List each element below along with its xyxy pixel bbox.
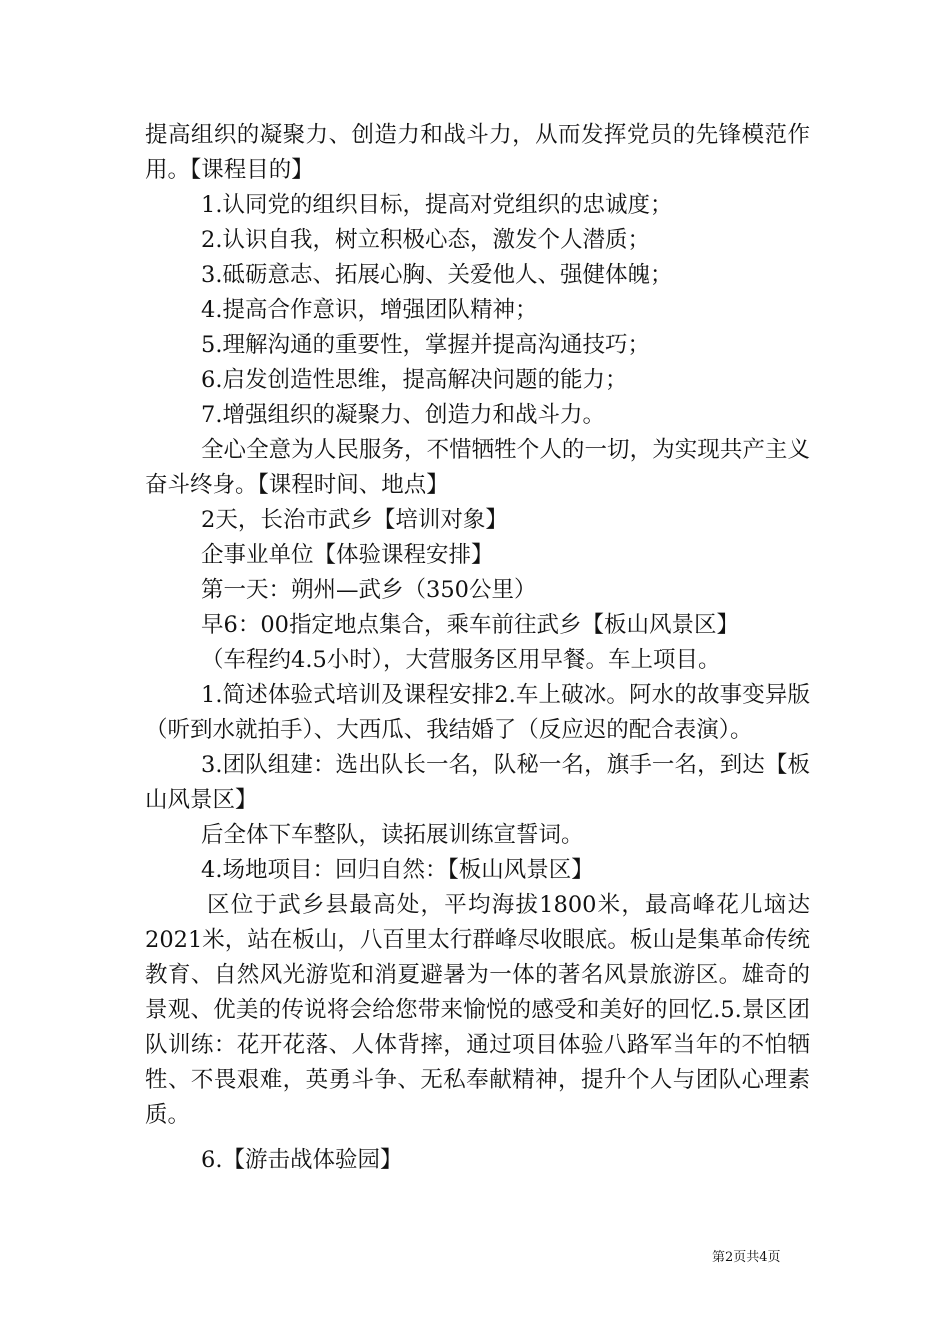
document-body <box>145 118 810 1178</box>
paragraph-oath: 后全体下车整队，读拓展训练宣誓词。 <box>201 822 584 848</box>
list-item-purpose-2: 2.认识自我，树立积极心态，激发个人潜质； <box>201 227 650 253</box>
paragraph-course-time-place: 全心全意为人民服务，不惜牺牲个人的一切，为实现共产主义奋斗终身。【课程时间、地点】 <box>145 437 810 498</box>
paragraph-guerrilla-park: 6.【游击战体验园】 <box>201 1147 403 1173</box>
paragraph-field-project: 4.场地项目：回归自然：【板山风景区】 <box>201 857 594 883</box>
paragraph-morning-assembly: 早6：00指定地点集合，乘车前往武乡【板山风景区】 <box>201 612 739 638</box>
paragraph-course-purpose-intro: 提高组织的凝聚力、创造力和战斗力，从而发挥党员的先锋模范作用。【课程目的】 <box>145 122 810 183</box>
paragraph-team-building: 3.团队组建：选出队长一名，队秘一名，旗手一名，到达【板山风景区】 <box>145 752 810 813</box>
paragraph-travel-time: （车程约4.5小时），大营服务区用早餐。车上项目。 <box>201 647 721 673</box>
paragraph-training-target: 2天，长治市武乡【培训对象】 <box>201 507 508 533</box>
list-item-purpose-5: 5.理解沟通的重要性，掌握并提高沟通技巧； <box>201 332 650 358</box>
page-number-footer: 第2页共4页 <box>712 1250 781 1265</box>
paragraph-course-schedule: 企事业单位【体验课程安排】 <box>201 542 494 568</box>
list-item-purpose-1: 1.认同党的组织目标，提高对党组织的忠诚度； <box>201 192 673 218</box>
list-item-purpose-4: 4.提高合作意识，增强团队精神； <box>201 297 538 323</box>
paragraph-bus-activities: 1.简述体验式培训及课程安排2.车上破冰。阿水的故事变异版（听到水就拍手）、大西瓜、我结婚了（反应迟的配合表演）。 <box>145 682 810 743</box>
paragraph-banshan-description: 区位于武乡县最高处，平均海拔1800米，最高峰花儿垴达2021米，站在板山，八百里太行群峰尽收眼底。板山是集革命传统教育、自然风光游览和消夏避暑为一体的著名风景旅游区。雄奇的景观、优美的传说将会给您带来愉悦的感受和美好的回忆.5.景区团队训练：花开花落、人体背摔，通过项目体验八路军当年的不怕牺牲、不畏艰难，英勇斗争、无私奉献精神，提升个人与团队心理素质。 <box>145 892 810 1128</box>
list-item-purpose-3: 3.砥砺意志、拓展心胸、关爱他人、强健体魄； <box>201 262 673 288</box>
paragraph-day-one: 第一天：朔州—武乡（350公里） <box>201 577 537 603</box>
list-item-purpose-6: 6.启发创造性思维，提高解决问题的能力； <box>201 367 628 393</box>
list-item-purpose-7: 7.增强组织的凝聚力、创造力和战斗力。 <box>201 402 605 428</box>
